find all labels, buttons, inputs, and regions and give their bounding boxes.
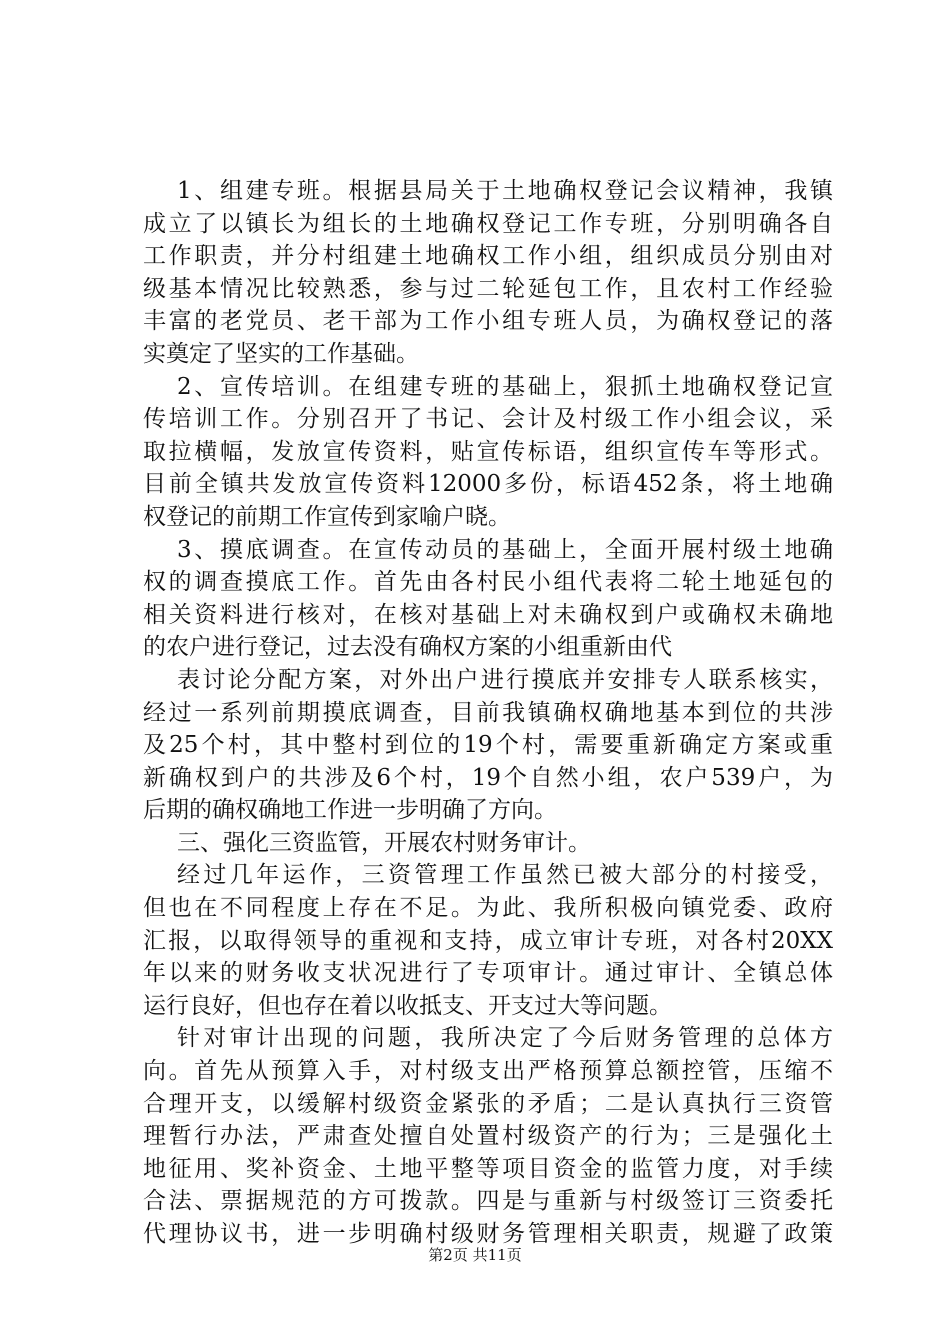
text-line: 理暂行办法，严肃查处擅自处置村级资产的行为；三是强化土	[143, 1123, 833, 1150]
text-line: 2、宣传培训。在组建专班的基础上，狠抓土地确权登记宣	[177, 373, 833, 400]
paragraph	[143, 1022, 833, 1250]
text-line: 但也在不同程度上存在不足。为此、我所积极向镇党委、政府	[143, 895, 833, 922]
text-line: 经过几年运作，三资管理工作虽然已被大部分的村接受，	[177, 862, 833, 889]
text-line: 级基本情况比较熟悉，参与过二轮延包工作，且农村工作经验	[143, 275, 833, 302]
text-line: 运行良好，但也存在着以收抵支、开支过大等问题。	[143, 992, 672, 1019]
text-line: 向。首先从预算入手，对村级支出严格预算总额控管，压缩不	[143, 1058, 833, 1085]
text-line: 三、强化三资监管，开展农村财务审计。	[177, 829, 591, 856]
text-line: 表讨论分配方案，对外出户进行摸底并安排专人联系核实，	[177, 666, 833, 693]
text-line: 年以来的财务收支状况进行了专项审计。通过审计、全镇总体	[143, 960, 833, 987]
text-line: 传培训工作。分别召开了书记、会计及村级工作小组会议，采	[143, 406, 833, 433]
page-footer	[0, 1244, 950, 1266]
text-line: 权的调查摸底工作。首先由各村民小组代表将二轮土地延包的	[143, 569, 833, 596]
text-line: 的农户进行登记，过去没有确权方案的小组重新由代	[143, 634, 672, 661]
text-line: 经过一系列前期摸底调查，目前我镇确权确地基本到位的共涉	[143, 699, 833, 726]
text-line: 1、组建专班。根据县局关于土地确权登记会议精神，我镇	[177, 178, 833, 204]
text-line: 工作职责，并分村组建土地确权工作小组，组织成员分别由对	[143, 243, 833, 270]
text-line: 针对审计出现的问题，我所决定了今后财务管理的总体方	[177, 1025, 833, 1052]
text-line: 相关资料进行核对，在核对基础上对未确权到户或确权未确地	[143, 601, 833, 628]
text-line: 实奠定了坚实的工作基础。	[143, 340, 419, 367]
text-line: 汇报，以取得领导的重视和支持，成立审计专班，对各村20XX	[143, 927, 833, 954]
text-line: 目前全镇共发放宣传资料12000多份，标语452条，将土地确	[143, 471, 833, 498]
paragraph	[143, 827, 833, 860]
text-line: 代理协议书，进一步明确村级财务管理相关职责，规避了政策	[143, 1221, 833, 1247]
text-line: 新确权到户的共涉及6个村，19个自然小组，农户539户，为	[143, 764, 833, 791]
text-line: 权登记的前期工作宣传到家喻户晓。	[143, 503, 511, 530]
text-line: 合法、票据规范的方可拨款。四是与重新与村级签订三资委托	[143, 1188, 833, 1215]
text-line: 丰富的老党员、老干部为工作小组专班人员，为确权登记的落	[143, 308, 833, 335]
text-line: 3、摸底调查。在宣传动员的基础上，全面开展村级土地确	[177, 536, 833, 563]
paragraph	[143, 534, 833, 664]
paragraph	[143, 175, 833, 371]
text-line: 后期的确权确地工作进一步明确了方向。	[143, 797, 557, 824]
text-line: 地征用、奖补资金、土地平整等项目资金的监管力度，对手续	[143, 1155, 833, 1182]
paragraph	[143, 371, 833, 534]
text-line: 合理开支，以缓解村级资金紧张的矛盾；二是认真执行三资管	[143, 1090, 833, 1117]
page-number: 第2页 共11页	[428, 1246, 522, 1264]
paragraph	[143, 664, 833, 827]
text-line: 取拉横幅，发放宣传资料，贴宣传标语，组织宣传车等形式。	[143, 438, 833, 465]
paragraph	[143, 859, 833, 1022]
text-line: 及25个村，其中整村到位的19个村，需要重新确定方案或重	[143, 732, 833, 759]
text-line: 成立了以镇长为组长的土地确权登记工作专班，分别明确各自	[143, 210, 833, 237]
document-body	[143, 175, 833, 1251]
